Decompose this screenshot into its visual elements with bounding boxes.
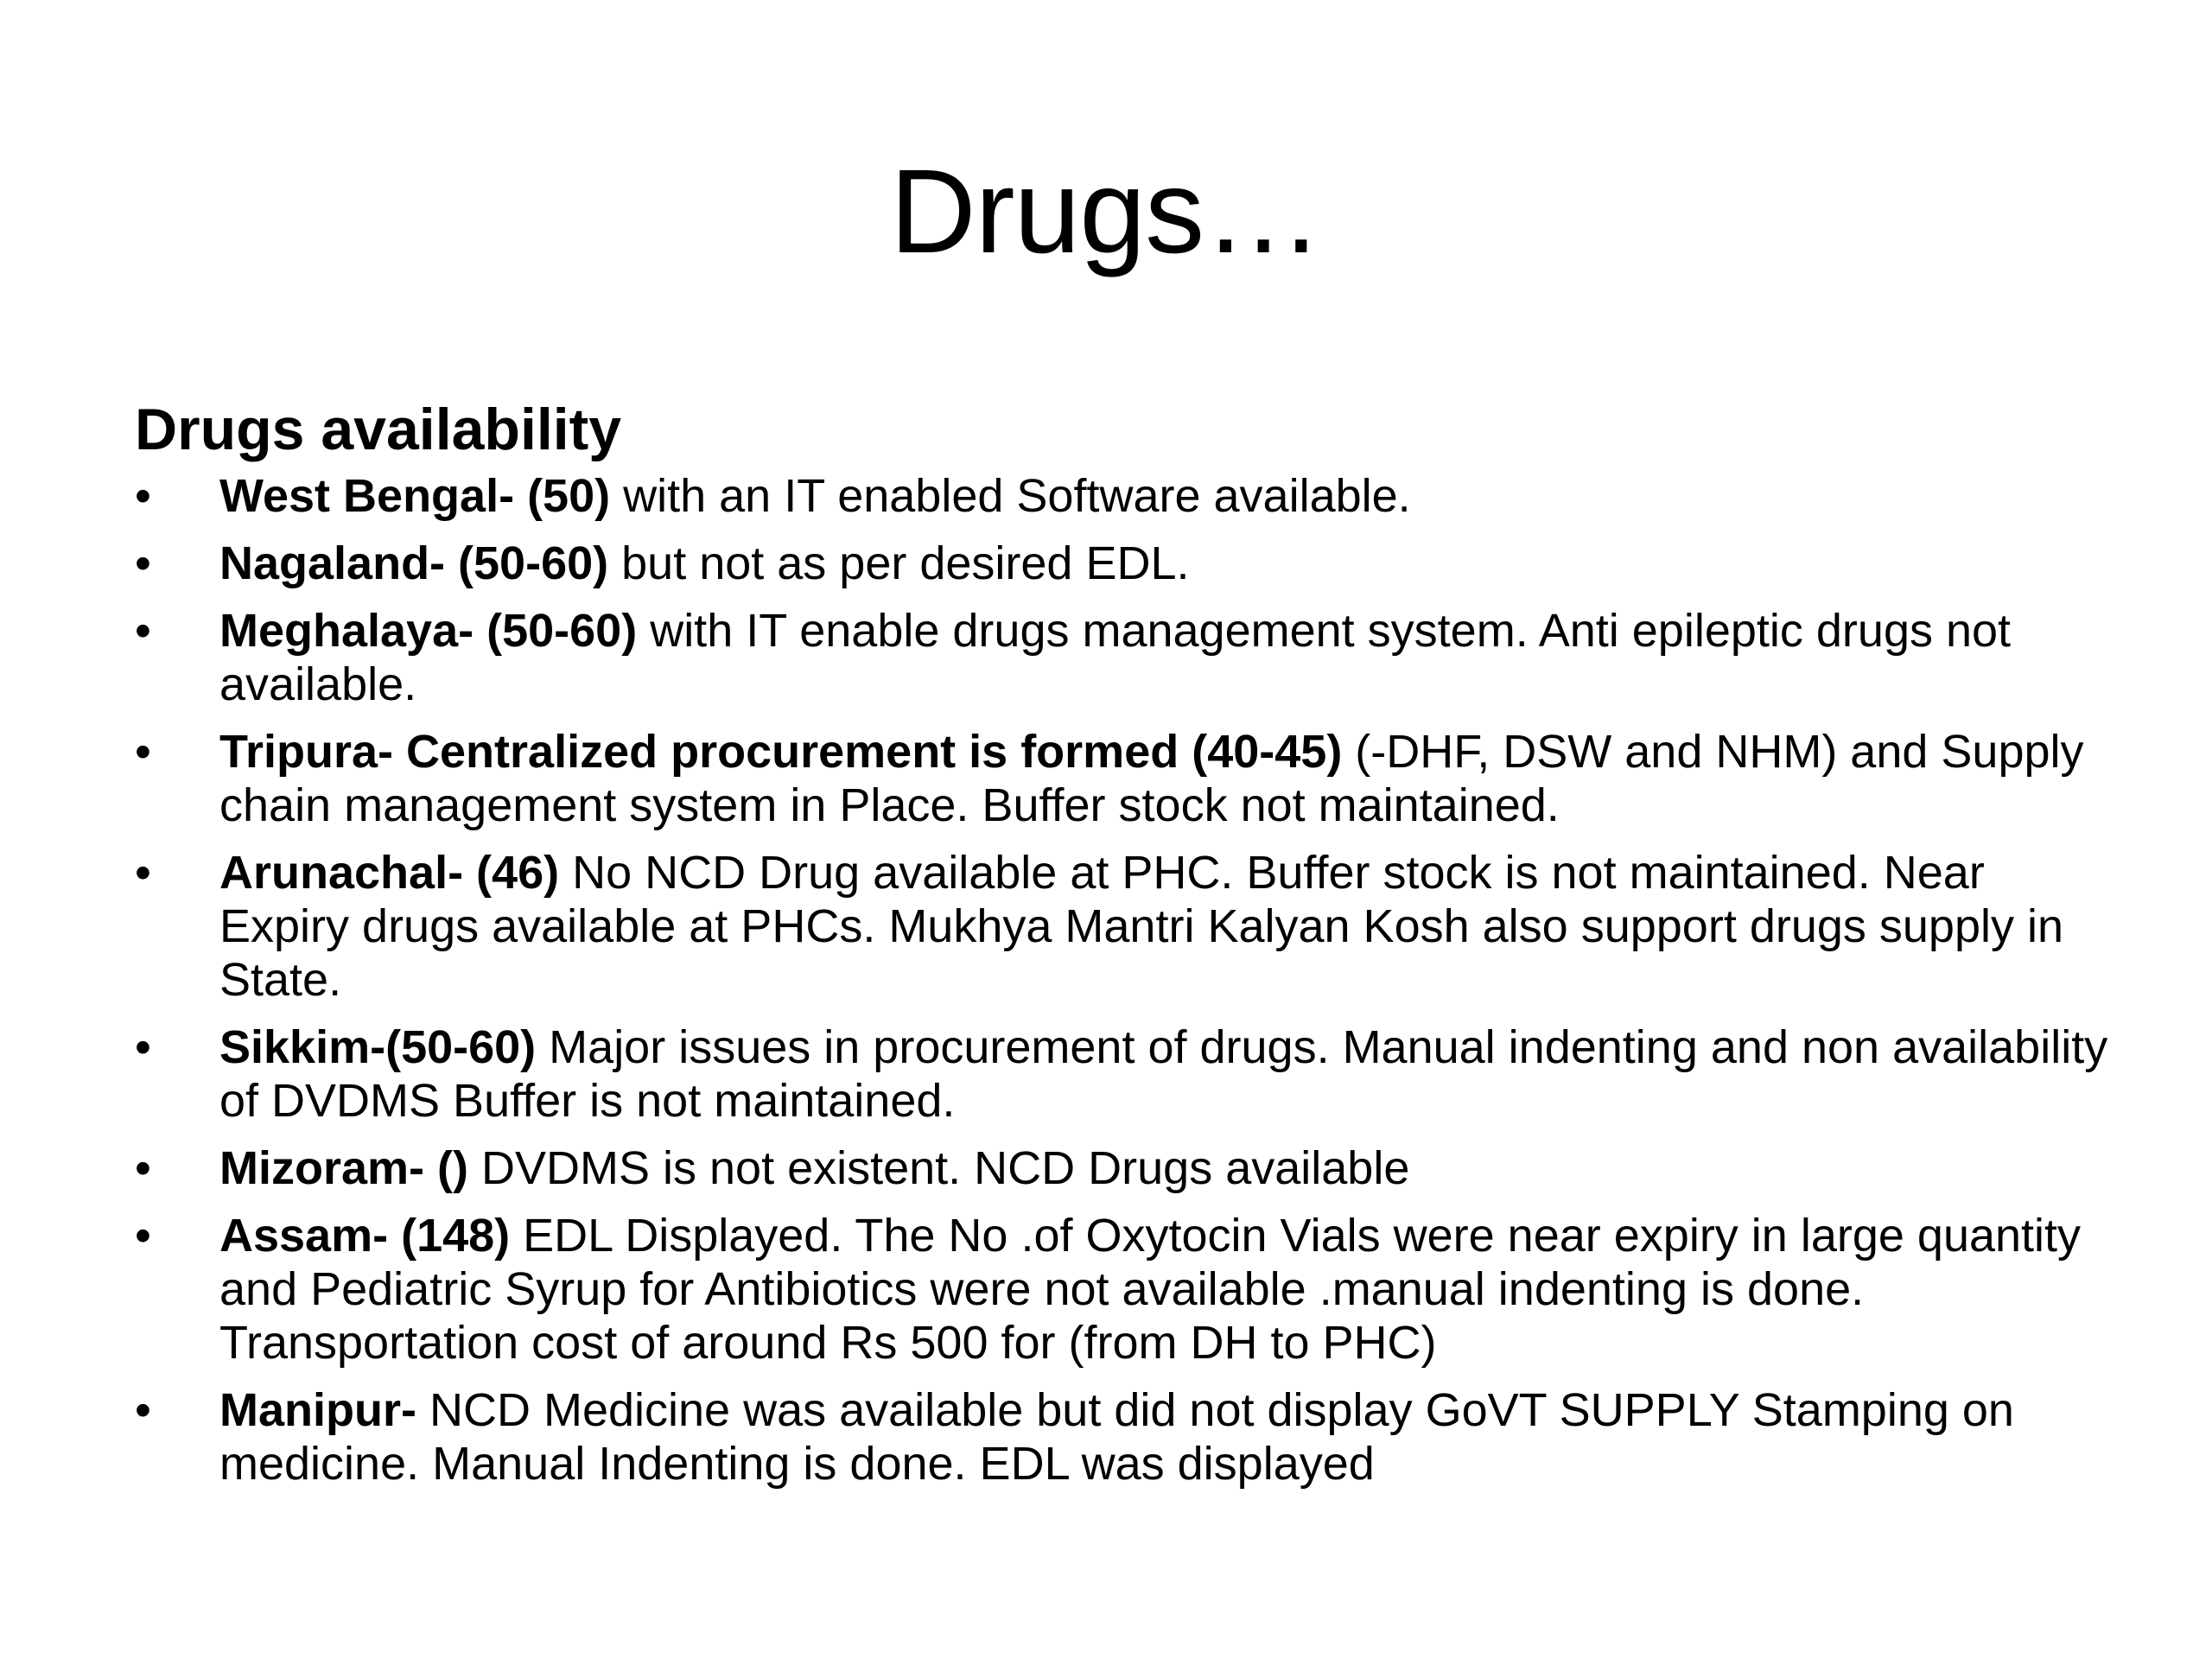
bullet-text: with an IT enabled Software available. (610, 470, 1411, 522)
bullet-list (135, 469, 2122, 1491)
bullet-item-mizoram (135, 1141, 2122, 1195)
bullet-item-arunachal (135, 846, 2122, 1007)
bullet-bold-text: Arunachal- (46) (219, 847, 560, 899)
bullet-bold-text: Manipur- (219, 1384, 416, 1436)
bullet-text: NCD Medicine was available but did not display GoVT SUPPLY Stamping on medicine. Manual Indenting is done. EDL was displayed (219, 1384, 2014, 1490)
bullet-icon: • (135, 1384, 151, 1436)
bullet-item-nagaland (135, 537, 2122, 590)
bullet-icon: • (135, 537, 151, 589)
bullet-text: Major issues in procurement of drugs. Manual indenting and non availability of DVDMS Buffer is not maintained. (219, 1021, 2108, 1127)
bullet-bold-text: Assam- (148) (219, 1210, 511, 1262)
bullet-text: DVDMS is not existent. NCD Drugs available (467, 1142, 1410, 1194)
bullet-text: No NCD Drug available at PHC. Buffer stock is not maintained. Near Expiry drugs available at PHCs. Mukhya Mantri Kalyan Kosh also support drugs supply in State. (219, 847, 2064, 1006)
bullet-icon: • (135, 1021, 151, 1073)
bullet-icon: • (135, 847, 151, 899)
bullet-item-sikkim (135, 1020, 2122, 1128)
bullet-item-manipur (135, 1383, 2122, 1491)
bullet-bold-text: Nagaland- (50-60) (219, 537, 609, 589)
bullet-bold-text: Mizoram- () (219, 1142, 468, 1194)
bullet-item-meghalaya (135, 604, 2122, 711)
bullet-icon: • (135, 1210, 151, 1262)
bullet-icon: • (135, 726, 151, 778)
bullet-icon: • (135, 470, 151, 522)
bullet-icon: • (135, 1142, 151, 1194)
bullet-icon: • (135, 605, 151, 657)
section-heading: Drugs availability (135, 397, 622, 462)
bullet-text: (-DHF, DSW and NHM) and Supply chain management system in Place. Buffer stock not maintained. (219, 726, 2084, 831)
bullet-bold-text: Sikkim-(50-60) (219, 1021, 537, 1073)
bullet-bold-text: Tripura- Centralized procurement is formed (40-45) (219, 726, 1343, 778)
bullet-item-tripura (135, 725, 2122, 832)
bullet-text: with IT enable drugs management system. Anti epileptic drugs not available. (219, 605, 2012, 710)
bullet-item-assam (135, 1209, 2122, 1370)
bullet-text: but not as per desired EDL. (608, 537, 1190, 589)
bullet-item-west-bengal (135, 469, 2122, 523)
bullet-text: EDL Displayed. The No .of Oxytocin Vials were near expiry in large quantity and Pediatric Syrup for Antibiotics were not available .manual indenting is done. Transportation cost of around Rs 500 for (from DH to PHC) (219, 1210, 2082, 1369)
bullet-bold-text: Meghalaya- (50-60) (219, 605, 638, 657)
slide-title: Drugs… (889, 145, 1323, 278)
bullet-bold-text: West Bengal- (50) (219, 470, 611, 522)
slide-content (135, 393, 2122, 1504)
